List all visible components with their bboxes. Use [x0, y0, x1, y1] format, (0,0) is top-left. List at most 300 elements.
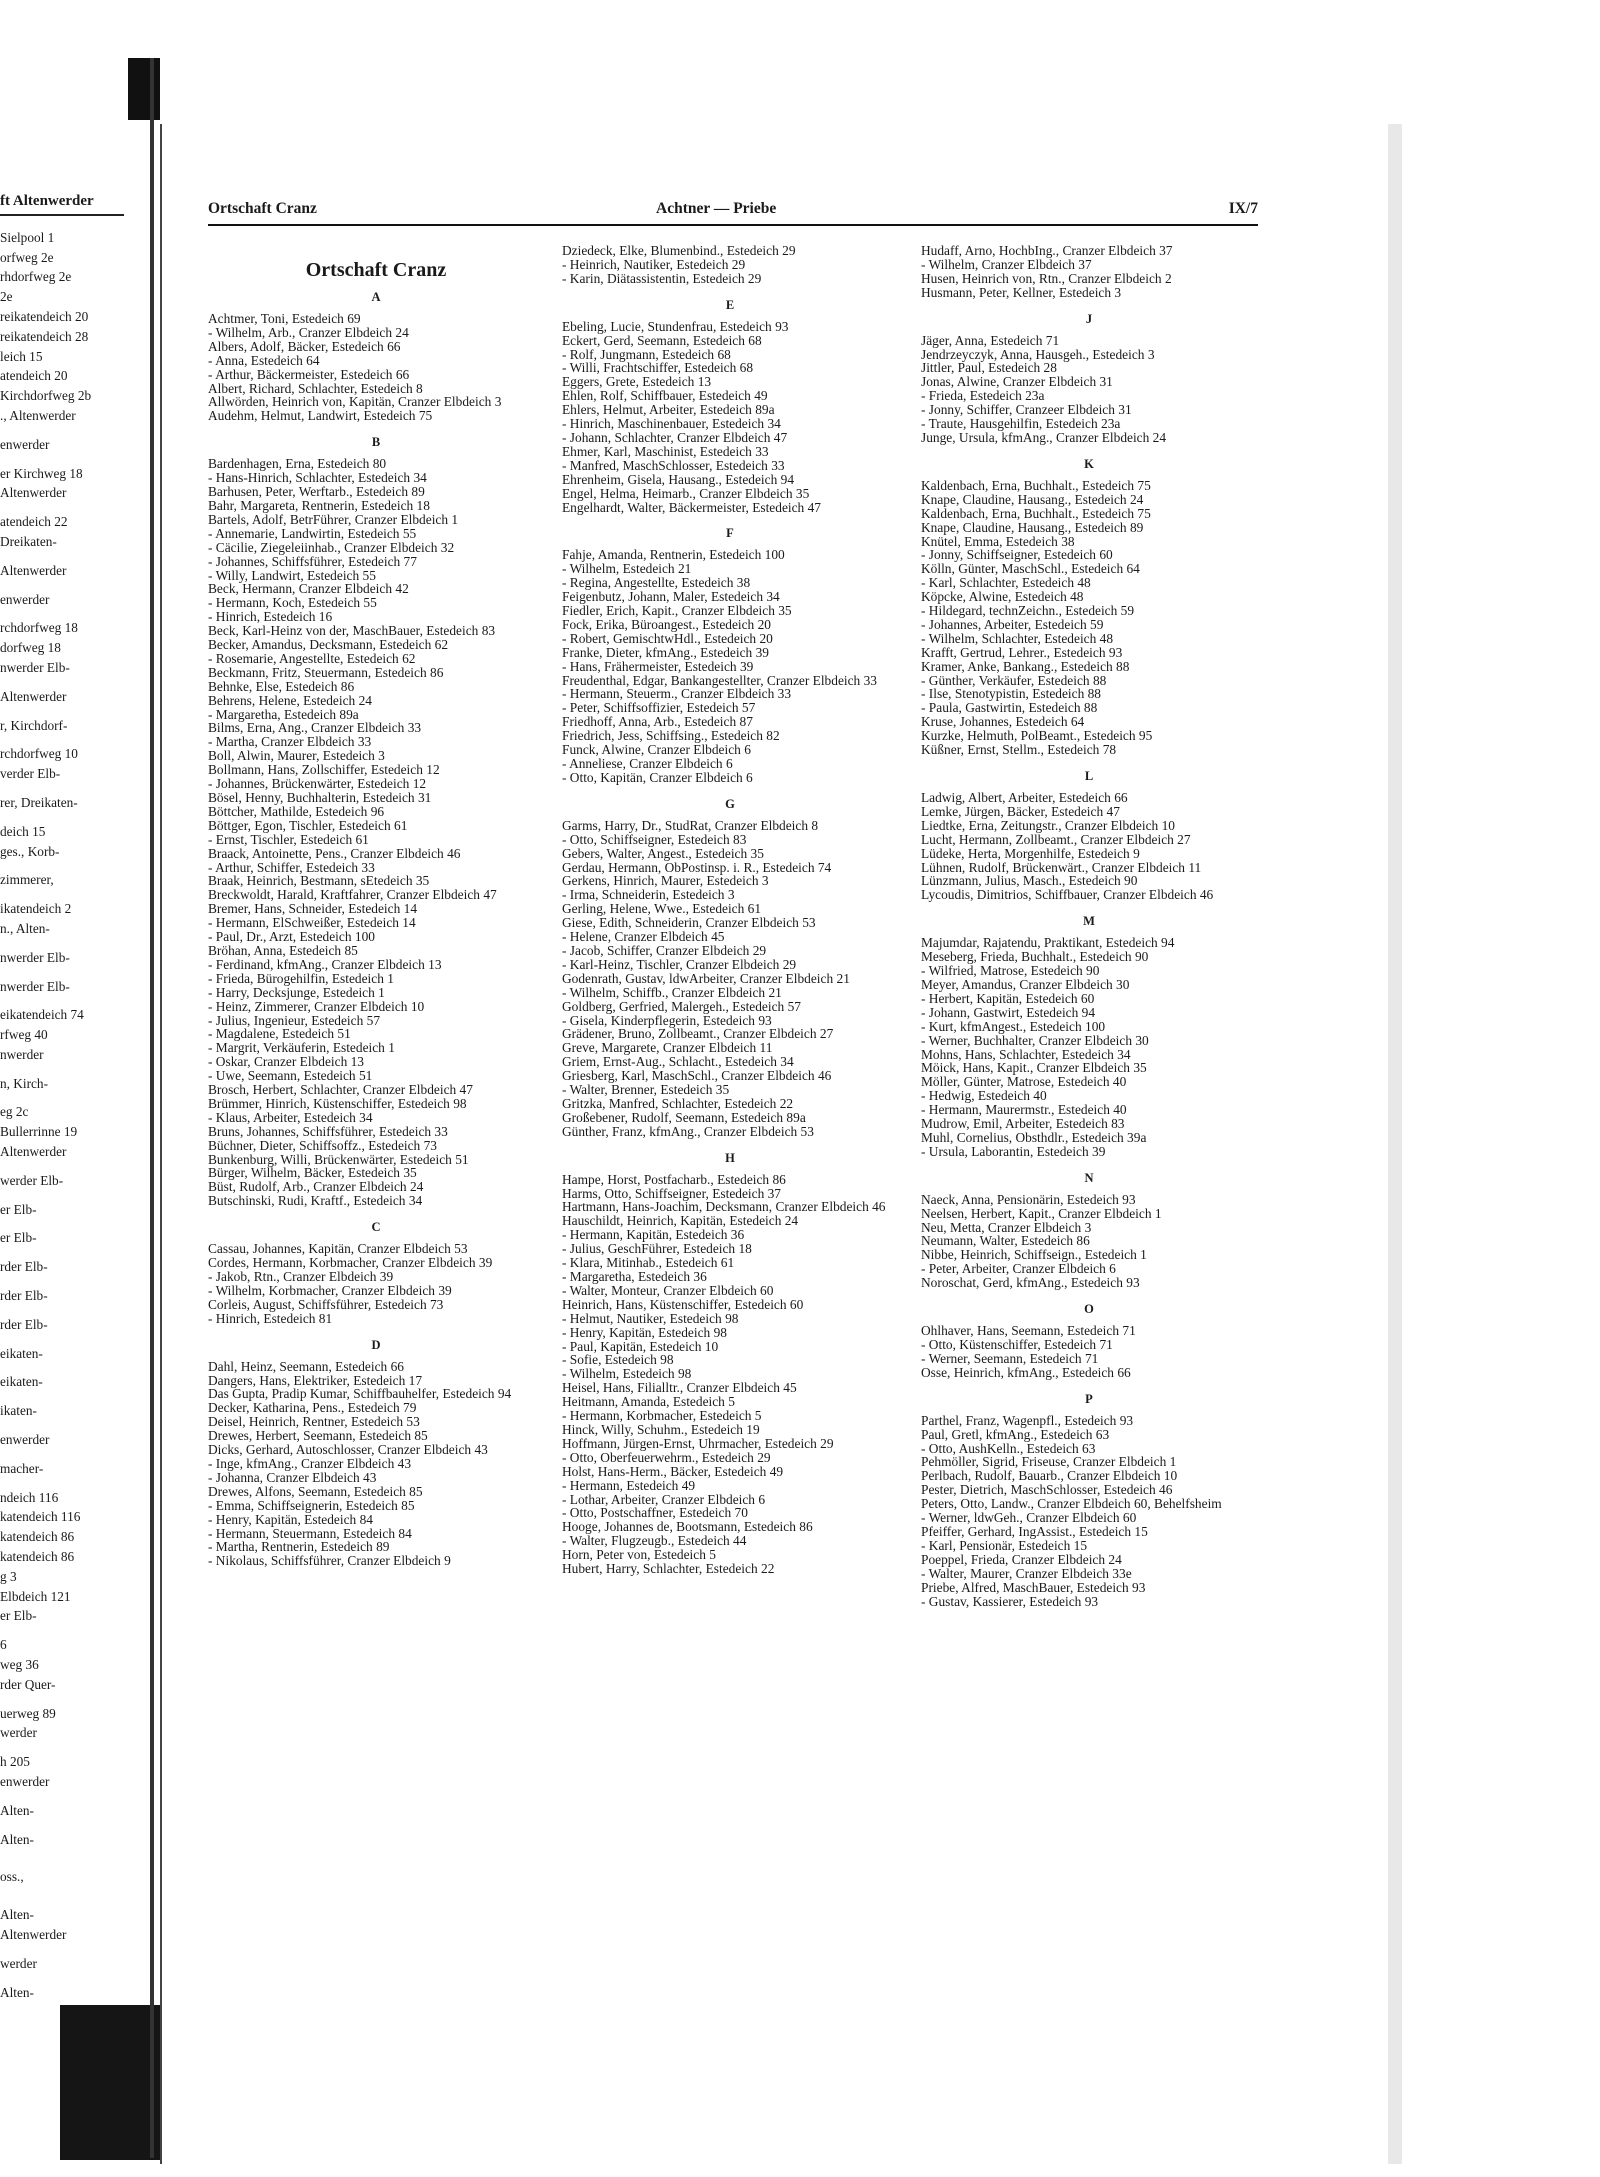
directory-entry: Lemke, Jürgen, Bäcker, Estedeich 47: [921, 803, 1120, 819]
directory-entry: Lucht, Hermann, Zollbeamt., Cranzer Elbdeich 27: [921, 831, 1191, 847]
directory-entry: Cordes, Hermann, Korbmacher, Cranzer Elbdeich 39: [208, 1255, 493, 1271]
letter-heading: H: [725, 1150, 735, 1165]
directory-entry: - Wilhelm, Estedeich 98: [562, 1366, 692, 1382]
left-page-heading: ft Altenwerder: [0, 192, 124, 216]
directory-entry: Holst, Hans-Herm., Bäcker, Estedeich 49: [562, 1463, 784, 1479]
directory-entry: Audehm, Helmut, Landwirt, Estedeich 75: [208, 408, 433, 424]
left-page-line: werder: [0, 1955, 37, 1971]
directory-entry: Braack, Antoinette, Pens., Cranzer Elbdeich 46: [208, 845, 461, 861]
directory-entry: - Hermann, Koch, Estedeich 55: [208, 595, 377, 611]
letter-heading: B: [371, 435, 381, 450]
left-page-line: [0, 1849, 124, 1858]
directory-entry: Lünzmann, Julius, Masch., Estedeich 90: [921, 873, 1138, 889]
directory-entry: Griesberg, Karl, MaschSchl., Cranzer Elbdeich 46: [562, 1068, 832, 1084]
directory-entry: Hartmann, Hans-Joachim, Decksmann, Cranzer Elbdeich 46: [562, 1199, 886, 1215]
directory-entry: - Kurt, kfmAngest., Estedeich 100: [921, 1018, 1106, 1034]
directory-entry: - Robert, GemischtwHdl., Estedeich 20: [562, 630, 773, 646]
directory-entry: Becker, Amandus, Decksmann, Estedeich 62: [208, 637, 449, 653]
directory-entry: Eckert, Gerd, Seemann, Estedeich 68: [562, 332, 762, 348]
left-page-line: oss.,: [0, 1869, 24, 1885]
left-page-line: [0, 861, 124, 870]
directory-entry: - Martha, Rentnerin, Estedeich 89: [208, 1539, 390, 1555]
directory-entry: Noroschat, Gerd, kfmAng., Estedeich 93: [921, 1275, 1140, 1291]
directory-entry: - Hans, Frähermeister, Estedeich 39: [562, 658, 754, 674]
directory-entry: - Julius, Ingenieur, Estedeich 57: [208, 1012, 381, 1028]
left-page-line: orfweg 2e: [0, 249, 54, 265]
directory-entry: Muhl, Cornelius, Obsthdlr., Estedeich 39a: [921, 1129, 1147, 1145]
left-page-line: Alten-: [0, 1984, 34, 2000]
left-page-line: nwerder Elb-: [0, 978, 70, 994]
directory-entry: Husmann, Peter, Kellner, Estedeich 3: [921, 284, 1122, 300]
directory-entry: - Hermann, Estedeich 49: [562, 1477, 696, 1493]
left-page-line: rder Elb-: [0, 1259, 48, 1275]
directory-entry: - Willy, Landwirt, Estedeich 55: [208, 567, 376, 583]
directory-column-3: [921, 244, 1257, 1608]
directory-entry: Drewes, Herbert, Seemann, Estedeich 85: [208, 1428, 428, 1444]
directory-entry: Hampe, Horst, Postfacharb., Estedeich 86: [562, 1171, 786, 1187]
directory-column-2: [562, 244, 898, 1576]
directory-entry: Hudaff, Arno, HochbIng., Cranzer Elbdeich 37: [921, 243, 1173, 258]
left-page-line: [0, 1093, 124, 1102]
directory-entry: Funck, Alwine, Cranzer Elbdeich 6: [562, 742, 751, 758]
directory-entry: Kurzke, Helmuth, PolBeamt., Estedeich 95: [921, 728, 1153, 744]
directory-entry: Goldberg, Gerfried, Malergeh., Estedeich 57: [562, 998, 801, 1014]
directory-entry: Garms, Harry, Dr., StudRat, Cranzer Elbdeich 8: [562, 817, 819, 833]
directory-entry: - Harry, Decksjunge, Estedeich 1: [208, 984, 385, 1000]
directory-entry: Mohns, Hans, Schlachter, Estedeich 34: [921, 1046, 1131, 1062]
directory-entry: Meseberg, Frieda, Buchhalt., Estedeich 90: [921, 949, 1149, 965]
left-page-line: [0, 939, 124, 948]
directory-entry: Bilms, Erna, Ang., Cranzer Elbdeich 33: [208, 720, 422, 736]
directory-entry: Beck, Karl-Heinz von der, MaschBauer, Estedeich 83: [208, 623, 496, 639]
directory-entry: - Walter, Monteur, Cranzer Elbdeich 60: [562, 1282, 774, 1298]
left-page-line: rder Elb-: [0, 1316, 48, 1332]
directory-entry: - Hedwig, Estedeich 40: [921, 1088, 1047, 1104]
left-page-line: [0, 503, 124, 512]
directory-entry: - Gustav, Kassierer, Estedeich 93: [921, 1593, 1099, 1609]
directory-entry: - Traute, Hausgehilfin, Estedeich 23a: [921, 416, 1121, 432]
directory-entry: - Cäcilie, Ziegeleiinhab., Cranzer Elbdeich 32: [208, 539, 455, 555]
directory-entry: - Ilse, Stenotypistin, Estedeich 88: [921, 686, 1102, 702]
letter-heading: A: [371, 290, 381, 304]
directory-entry: Nibbe, Heinrich, Schiffseign., Estedeich 1: [921, 1247, 1147, 1263]
directory-entry: Hubert, Harry, Schlachter, Estedeich 22: [562, 1561, 775, 1577]
directory-entry: - Otto, Küstenschiffer, Estedeich 71: [921, 1337, 1113, 1352]
directory-entry: Godenrath, Gustav, ldwArbeiter, Cranzer Elbdeich 21: [562, 970, 850, 986]
directory-entry: - Inge, kfmAng., Cranzer Elbdeich 43: [208, 1455, 412, 1471]
directory-entry: - Werner, Buchhalter, Cranzer Elbdeich 30: [921, 1032, 1149, 1048]
directory-entry: Großebener, Rudolf, Seemann, Estedeich 89a: [562, 1109, 806, 1125]
page-edge-shadow: [1388, 124, 1402, 2164]
directory-entry: Dahl, Heinz, Seemann, Estedeich 66: [208, 1358, 404, 1374]
directory-entry: Büchner, Dieter, Schiffsoffz., Estedeich 73: [208, 1137, 437, 1153]
directory-entry: Jittler, Paul, Estedeich 28: [921, 360, 1057, 376]
left-page-line: uerweg 89: [0, 1705, 56, 1721]
directory-entry: - Werner, ldwGeh., Cranzer Elbdeich 60: [921, 1510, 1137, 1526]
directory-entry: - Heinrich, Nautiker, Estedeich 29: [562, 256, 746, 272]
directory-entry: Giese, Edith, Schneiderin, Cranzer Elbdeich 53: [562, 915, 816, 931]
left-page-line: er Elb-: [0, 1608, 37, 1624]
directory-entry: - Karin, Diätassistentin, Estedeich 29: [562, 270, 762, 286]
directory-entry: Franke, Dieter, kfmAng., Estedeich 39: [562, 644, 769, 660]
directory-entry: - Arthur, Schiffer, Estedeich 33: [208, 859, 375, 875]
directory-entry: - Martha, Cranzer Elbdeich 33: [208, 734, 372, 750]
directory-entry: Behrens, Helene, Estedeich 24: [208, 692, 372, 708]
left-page-line: [0, 1191, 124, 1200]
directory-entry: - Jakob, Rtn., Cranzer Elbdeich 39: [208, 1269, 394, 1284]
left-page-line: ikaten-: [0, 1403, 37, 1419]
directory-entry: - Heinz, Zimmerer, Cranzer Elbdeich 10: [208, 998, 425, 1014]
directory-entry: - Peter, Schiffsoffizier, Estedeich 57: [562, 700, 756, 716]
directory-entry: Freudenthal, Edgar, Bankangestellter, Cranzer Elbdeich 33: [562, 672, 877, 688]
directory-entry: Albert, Richard, Schlachter, Estedeich 8: [208, 380, 423, 396]
left-page-line: [0, 1306, 124, 1315]
directory-entry: Beck, Hermann, Cranzer Elbdeich 42: [208, 581, 409, 597]
directory-entry: Ladwig, Albert, Arbeiter, Estedeich 66: [921, 790, 1128, 805]
directory-entry: Heisel, Hans, Filialltr., Cranzer Elbdeich 45: [562, 1380, 797, 1396]
directory-entry: - Hans-Hinrich, Schlachter, Estedeich 34: [208, 470, 427, 486]
directory-entry: - Ferdinand, kfmAng., Cranzer Elbdeich 13: [208, 956, 442, 972]
left-page-line: Altenwerder: [0, 1144, 67, 1160]
directory-entry: Achtmer, Toni, Estedeich 69: [208, 311, 361, 326]
directory-entry: Günther, Franz, kfmAng., Cranzer Elbdeich 53: [562, 1123, 814, 1139]
left-page-line: [0, 1277, 124, 1286]
directory-entry: Harms, Otto, Schiffseigner, Estedeich 37: [562, 1185, 781, 1201]
directory-entry: - Werner, Seemann, Estedeich 71: [921, 1350, 1099, 1366]
left-page-line: Sielpool 1: [0, 229, 55, 245]
left-page-line: atendeich 20: [0, 368, 68, 384]
directory-entry: - Wilhelm, Cranzer Elbdeich 37: [921, 256, 1092, 272]
left-page-line: enwerder: [0, 591, 50, 607]
left-page-line: [0, 1479, 124, 1488]
directory-entry: Bröhan, Anna, Estedeich 85: [208, 942, 358, 958]
directory-entry: - Margaretha, Estedeich 36: [562, 1269, 707, 1284]
directory-entry: Knape, Claudine, Hausang., Estedeich 89: [921, 519, 1144, 535]
directory-entry: Drewes, Alfons, Seemann, Estedeich 85: [208, 1483, 423, 1499]
directory-entry: - Willi, Frachtschiffer, Estedeich 68: [562, 360, 754, 376]
directory-entry: Feigenbutz, Johann, Maler, Estedeich 34: [562, 589, 780, 605]
directory-entry: Dicks, Gerhard, Autoschlosser, Cranzer Elbdeich 43: [208, 1442, 488, 1458]
left-page-line: Alten-: [0, 1831, 34, 1847]
directory-entry: Jonas, Alwine, Cranzer Elbdeich 31: [921, 374, 1113, 390]
left-page-line: zimmerer,: [0, 872, 54, 888]
directory-entry: - Karl-Heinz, Tischler, Cranzer Elbdeich 29: [562, 956, 797, 972]
left-page-line: atendeich 22: [0, 514, 68, 530]
directory-entry: Priebe, Alfred, MaschBauer, Estedeich 93: [921, 1579, 1146, 1595]
directory-column-1: [208, 244, 544, 1568]
left-page-line: [0, 707, 124, 716]
left-page-line: dorfweg 18: [0, 640, 61, 656]
letter-heading: C: [371, 1220, 381, 1235]
left-page-line: g 3: [0, 1568, 17, 1584]
left-page-line: Kirchdorfweg 2b: [0, 388, 92, 404]
directory-entry: - Jacob, Schiffer, Cranzer Elbdeich 29: [562, 942, 767, 958]
left-page-line: eikaten-: [0, 1345, 43, 1361]
left-page-line: [0, 1792, 124, 1801]
directory-entry: - Hinrich, Maschinenbauer, Estedeich 34: [562, 416, 781, 432]
left-page-line: werder: [0, 1725, 37, 1741]
directory-entry: Pehmöller, Sigrid, Friseuse, Cranzer Elbdeich 1: [921, 1454, 1177, 1470]
directory-entry: - Magdalene, Estedeich 51: [208, 1026, 351, 1042]
left-page-line: ndeich 116: [0, 1489, 59, 1505]
directory-entry: Bunkenburg, Willi, Brückenwärter, Estedeich 51: [208, 1151, 469, 1167]
left-page-line: Elbdeich 121: [0, 1588, 71, 1604]
directory-entry: Boll, Alwin, Maurer, Estedeich 3: [208, 748, 385, 764]
directory-entry: Dziedeck, Elke, Blumenbind., Estedeich 29: [562, 243, 796, 258]
directory-entry: - Johanna, Cranzer Elbdeich 43: [208, 1469, 377, 1485]
directory-entry: - Emma, Schiffseignerin, Estedeich 85: [208, 1497, 415, 1513]
letter-heading: M: [1083, 914, 1095, 929]
left-page-line: [0, 1821, 124, 1830]
directory-entry: Hinck, Willy, Schuhm., Estedeich 19: [562, 1421, 760, 1437]
directory-entry: Deisel, Heinrich, Rentner, Estedeich 53: [208, 1414, 420, 1430]
directory-entry: Lycoudis, Dimitrios, Schiffbauer, Cranzer Elbdeich 46: [921, 887, 1214, 903]
left-page-line: [0, 1896, 124, 1905]
directory-entry: - Johannes, Schiffsführer, Estedeich 77: [208, 553, 417, 569]
directory-entry: - Oskar, Cranzer Elbdeich 13: [208, 1054, 364, 1070]
directory-entry: - Otto, Oberfeuerwehrm., Estedeich 29: [562, 1449, 771, 1465]
directory-entry: Möller, Günter, Matrose, Estedeich 40: [921, 1074, 1127, 1090]
directory-entry: Gerkens, Hinrich, Maurer, Estedeich 3: [562, 873, 769, 889]
directory-entry: - Wilhelm, Korbmacher, Cranzer Elbdeich 39: [208, 1282, 452, 1298]
left-page-line: eikaten-: [0, 1374, 43, 1390]
left-page-line: rfweg 40: [0, 1027, 48, 1043]
directory-entry: Albers, Adolf, Bäcker, Estedeich 66: [208, 338, 401, 354]
directory-entry: Gerdau, Hermann, ObPostinsp. i. R., Estedeich 74: [562, 859, 832, 875]
letter-heading: N: [1084, 1170, 1094, 1185]
directory-entry: - Otto, AushKelln., Estedeich 63: [921, 1440, 1096, 1456]
directory-entry: Lühnen, Rudolf, Brückenwärt., Cranzer Elbdeich 11: [921, 859, 1202, 875]
book-gutter-line: [150, 58, 154, 2158]
directory-entry: Hoffmann, Jürgen-Ernst, Uhrmacher, Estedeich 29: [562, 1435, 834, 1451]
left-page-line: rder Quer-: [0, 1676, 56, 1692]
directory-entry: Kruse, Johannes, Estedeich 64: [921, 714, 1085, 730]
left-page-line: n., Alten-: [0, 920, 50, 936]
letter-heading: K: [1084, 456, 1094, 471]
left-page-line: katendeich 86: [0, 1529, 75, 1545]
directory-entry: - Johann, Schlachter, Cranzer Elbdeich 47: [562, 429, 788, 445]
directory-entry: Junge, Ursula, kfmAng., Cranzer Elbdeich 24: [921, 429, 1167, 445]
directory-entry: Bartels, Adolf, BetrFührer, Cranzer Elbdeich 1: [208, 511, 459, 527]
left-page-line: rchdorfweg 18: [0, 620, 78, 636]
directory-entry: - Gisela, Kinderpflegerin, Estedeich 93: [562, 1012, 772, 1028]
left-page-line: rer, Dreikaten-: [0, 794, 78, 810]
directory-entry: - Rosemarie, Angestellte, Estedeich 62: [208, 650, 416, 666]
directory-entry: Ehmer, Karl, Maschinist, Estedeich 33: [562, 443, 769, 459]
directory-entry: - Günther, Verkäufer, Estedeich 88: [921, 672, 1107, 688]
directory-entry: - Walter, Brenner, Estedeich 35: [562, 1082, 730, 1098]
directory-entry: Heitmann, Amanda, Estedeich 5: [562, 1394, 735, 1410]
directory-entry: Bahr, Margareta, Rentnerin, Estedeich 18: [208, 497, 430, 513]
left-page-line: er Elb-: [0, 1201, 37, 1217]
section-title: Ortschaft Cranz: [305, 259, 447, 281]
directory-entry: - Frieda, Estedeich 23a: [921, 388, 1045, 404]
directory-entry: - Margrit, Verkäuferin, Estedeich 1: [208, 1040, 395, 1056]
left-page-line: enwerder: [0, 436, 50, 452]
directory-entry: Engel, Helma, Heimarb., Cranzer Elbdeich 35: [562, 485, 810, 501]
directory-entry: Neumann, Walter, Estedeich 86: [921, 1233, 1090, 1249]
directory-entry: - Jonny, Schiffer, Cranzeer Elbdeich 31: [921, 402, 1132, 418]
directory-entry: - Johannes, Brückenwärter, Estedeich 12: [208, 776, 427, 792]
directory-entry: - Regina, Angestellte, Estedeich 38: [562, 575, 751, 591]
directory-entry: Bösel, Henny, Buchhalterin, Estedeich 31: [208, 790, 432, 805]
left-page-line: [0, 1421, 124, 1430]
left-page-line: werder Elb-: [0, 1172, 64, 1188]
directory-entry: Brümmer, Hinrich, Küstenschiffer, Estedeich 98: [208, 1095, 467, 1111]
directory-entry: Husen, Heinrich von, Rtn., Cranzer Elbdeich 2: [921, 270, 1172, 286]
directory-entry: - Henry, Kapitän, Estedeich 84: [208, 1511, 373, 1527]
directory-entry: - Klara, Mitinhab., Estedeich 61: [562, 1255, 735, 1271]
directory-entry: - Hermann, Maurermstr., Estedeich 40: [921, 1102, 1127, 1118]
directory-entry: Fiedler, Erich, Kapit., Cranzer Elbdeich 35: [562, 603, 792, 619]
directory-entry: - Ursula, Laborantin, Estedeich 39: [921, 1143, 1106, 1159]
directory-entry: - Walter, Maurer, Cranzer Elbdeich 33e: [921, 1565, 1132, 1581]
directory-entry: - Otto, Postschaffner, Estedeich 70: [562, 1505, 748, 1521]
left-page-line: nwerder Elb-: [0, 659, 70, 675]
running-header: [208, 200, 1258, 226]
directory-entry: Perlbach, Rudolf, Bauarb., Cranzer Elbdeich 10: [921, 1468, 1178, 1484]
left-page-line: [0, 968, 124, 977]
directory-entry: Gritzka, Manfred, Schlachter, Estedeich 22: [562, 1095, 794, 1111]
left-page-line: [0, 678, 124, 687]
letter-heading: G: [725, 796, 735, 811]
left-page-line: deich 15: [0, 823, 46, 839]
left-page-line: 6: [0, 1637, 7, 1653]
left-page-line: weg 36: [0, 1657, 39, 1673]
left-page-line: macher-: [0, 1460, 44, 1476]
letter-heading: F: [726, 526, 734, 541]
directory-entry: - Walter, Flugzeugb., Estedeich 44: [562, 1533, 747, 1549]
directory-entry: Möick, Hans, Kapit., Cranzer Elbdeich 35: [921, 1060, 1147, 1076]
left-page-line: enwerder: [0, 1774, 50, 1789]
header-left: Ortschaft Cranz: [208, 200, 317, 217]
left-page-line: [0, 1248, 124, 1257]
directory-entry: Peters, Otto, Landw., Cranzer Elbdeich 60, Behelfsheim: [921, 1496, 1222, 1512]
directory-entry: Paul, Gretl, kfmAng., Estedeich 63: [921, 1426, 1110, 1442]
directory-entry: Osse, Heinrich, kfmAng., Estedeich 66: [921, 1364, 1131, 1380]
left-page-line: [0, 1363, 124, 1372]
directory-entry: - Wilhelm, Schlachter, Estedeich 48: [921, 630, 1114, 646]
directory-entry: Jäger, Anna, Estedeich 71: [921, 332, 1060, 348]
letter-heading: O: [1084, 1302, 1094, 1317]
directory-entry: - Johann, Gastwirt, Estedeich 94: [921, 1004, 1096, 1020]
directory-entry: Fock, Erika, Büroangest., Estedeich 20: [562, 616, 771, 632]
directory-entry: Horn, Peter von, Estedeich 5: [562, 1547, 716, 1563]
header-center: Achtner — Priebe: [656, 200, 777, 217]
directory-entry: - Karl, Schlachter, Estedeich 48: [921, 575, 1091, 591]
left-page-line: [0, 890, 124, 899]
directory-entry: - Uwe, Seemann, Estedeich 51: [208, 1068, 373, 1084]
left-page-line: er Elb-: [0, 1230, 37, 1246]
letter-heading: D: [371, 1337, 381, 1352]
directory-entry: - Rolf, Jungmann, Estedeich 68: [562, 346, 731, 362]
directory-entry: Ehlen, Rolf, Schiffbauer, Estedeich 49: [562, 388, 768, 404]
directory-entry: - Manfred, MaschSchlosser, Estedeich 33: [562, 457, 785, 473]
directory-entry: - Frieda, Bürogehilfin, Estedeich 1: [208, 970, 394, 986]
directory-entry: - Wilfried, Matrose, Estedeich 90: [921, 963, 1100, 979]
left-page-fragment: [0, 186, 124, 2002]
left-page-line: reikatendeich 28: [0, 328, 89, 344]
left-page-line: [0, 784, 124, 793]
book-gutter-shadow-top: [128, 58, 160, 120]
left-page-line: [0, 1858, 124, 1867]
directory-entry: Cassau, Johannes, Kapitän, Cranzer Elbdeich 53: [208, 1241, 468, 1257]
directory-entry: Friedhoff, Anna, Arb., Estedeich 87: [562, 714, 753, 730]
directory-entry: Jendrzeyczyk, Anna, Hausgeh., Estedeich 3: [921, 346, 1155, 362]
left-page-line: [0, 1335, 124, 1344]
letter-heading: J: [1085, 311, 1093, 326]
directory-entry: Beckmann, Fritz, Steuermann, Estedeich 86: [208, 664, 444, 680]
directory-entry: Kramer, Anke, Bankang., Estedeich 88: [921, 658, 1130, 674]
left-page-line: [0, 996, 124, 1005]
directory-entry: - Julius, GeschFührer, Estedeich 18: [562, 1241, 752, 1257]
directory-entry: - Herbert, Kapitän, Estedeich 60: [921, 990, 1095, 1006]
directory-entry: - Wilhelm, Estedeich 21: [562, 561, 692, 577]
directory-entry: Dangers, Hans, Elektriker, Estedeich 17: [208, 1372, 423, 1388]
left-page-line: [0, 1945, 124, 1954]
directory-entry: - Peter, Arbeiter, Cranzer Elbdeich 6: [921, 1261, 1116, 1277]
left-page-line: nwerder Elb-: [0, 949, 70, 965]
directory-entry: Bürger, Wilhelm, Bäcker, Estedeich 35: [208, 1165, 417, 1181]
left-page-line: rder Elb-: [0, 1288, 48, 1304]
left-page-line: eikatendeich 74: [0, 1007, 84, 1023]
directory-entry: Ohlhaver, Hans, Seemann, Estedeich 71: [921, 1323, 1136, 1339]
left-page-line: [0, 1219, 124, 1228]
directory-entry: - Helene, Cranzer Elbdeich 45: [562, 929, 725, 945]
letter-heading: L: [1084, 769, 1094, 783]
directory-entry: - Lothar, Arbeiter, Cranzer Elbdeich 6: [562, 1491, 766, 1507]
directory-entry: - Hermann, Steuerm., Cranzer Elbdeich 33: [562, 686, 792, 702]
directory-entry: Naeck, Anna, Pensionärin, Estedeich 93: [921, 1191, 1136, 1207]
directory-entry: - Henry, Kapitän, Estedeich 98: [562, 1324, 727, 1340]
left-page-line: [0, 455, 124, 464]
directory-entry: - Anna, Estedeich 64: [208, 352, 320, 368]
directory-entry: Corleis, August, Schiffsführer, Estedeich 73: [208, 1296, 444, 1312]
left-page-line: [0, 1162, 124, 1171]
directory-entry: - Wilhelm, Arb., Cranzer Elbdeich 24: [208, 324, 409, 340]
left-page-line: [0, 1392, 124, 1401]
directory-entry: Böttcher, Mathilde, Estedeich 96: [208, 803, 385, 819]
left-page-line: Altenwerder: [0, 1926, 67, 1942]
directory-entry: - Otto, Schiffseigner, Estedeich 83: [562, 831, 747, 847]
left-page-line: [0, 1887, 124, 1896]
directory-entry: - Hermann, ElSchweißer, Estedeich 14: [208, 915, 416, 931]
directory-entry: Ehrenheim, Gisela, Hausang., Estedeich 94: [562, 471, 795, 487]
left-page-line: katendeich 86: [0, 1549, 75, 1565]
directory-entry: Majumdar, Rajatendu, Praktikant, Estedeich 94: [921, 935, 1175, 951]
left-page-line: [0, 735, 124, 744]
directory-entry: Gebers, Walter, Angest., Estedeich 35: [562, 845, 764, 861]
directory-entry: Bremer, Hans, Schneider, Estedeich 14: [208, 901, 418, 917]
directory-entry: Friedrich, Jess, Schiffsing., Estedeich 82: [562, 728, 780, 744]
left-page-line: [0, 1065, 124, 1074]
directory-entry: Butschinski, Rudi, Kraftf., Estedeich 34: [208, 1193, 423, 1209]
left-page-line: enwerder: [0, 1432, 50, 1448]
left-page-line: [0, 609, 124, 618]
directory-entry: Mudrow, Emil, Arbeiter, Estedeich 83: [921, 1116, 1125, 1132]
directory-entry: Küßner, Ernst, Stellm., Estedeich 78: [921, 742, 1117, 758]
directory-entry: - Margaretha, Estedeich 89a: [208, 706, 359, 722]
left-page-line: verder Elb-: [0, 766, 61, 782]
directory-entry: - Hermann, Korbmacher, Estedeich 5: [562, 1408, 762, 1424]
left-page-line: rchdorfweg 10: [0, 746, 78, 762]
directory-entry: Köpcke, Alwine, Estedeich 48: [921, 589, 1084, 605]
directory-entry: Barhusen, Peter, Werftarb., Estedeich 89: [208, 484, 425, 500]
left-page-line: [0, 581, 124, 590]
directory-entry: Allwörden, Heinrich von, Kapitän, Cranzer Elbdeich 3: [208, 394, 502, 410]
left-page-line: n, Kirch-: [0, 1075, 48, 1091]
directory-entry: Heinrich, Hans, Küstenschiffer, Estedeich 60: [562, 1296, 804, 1312]
